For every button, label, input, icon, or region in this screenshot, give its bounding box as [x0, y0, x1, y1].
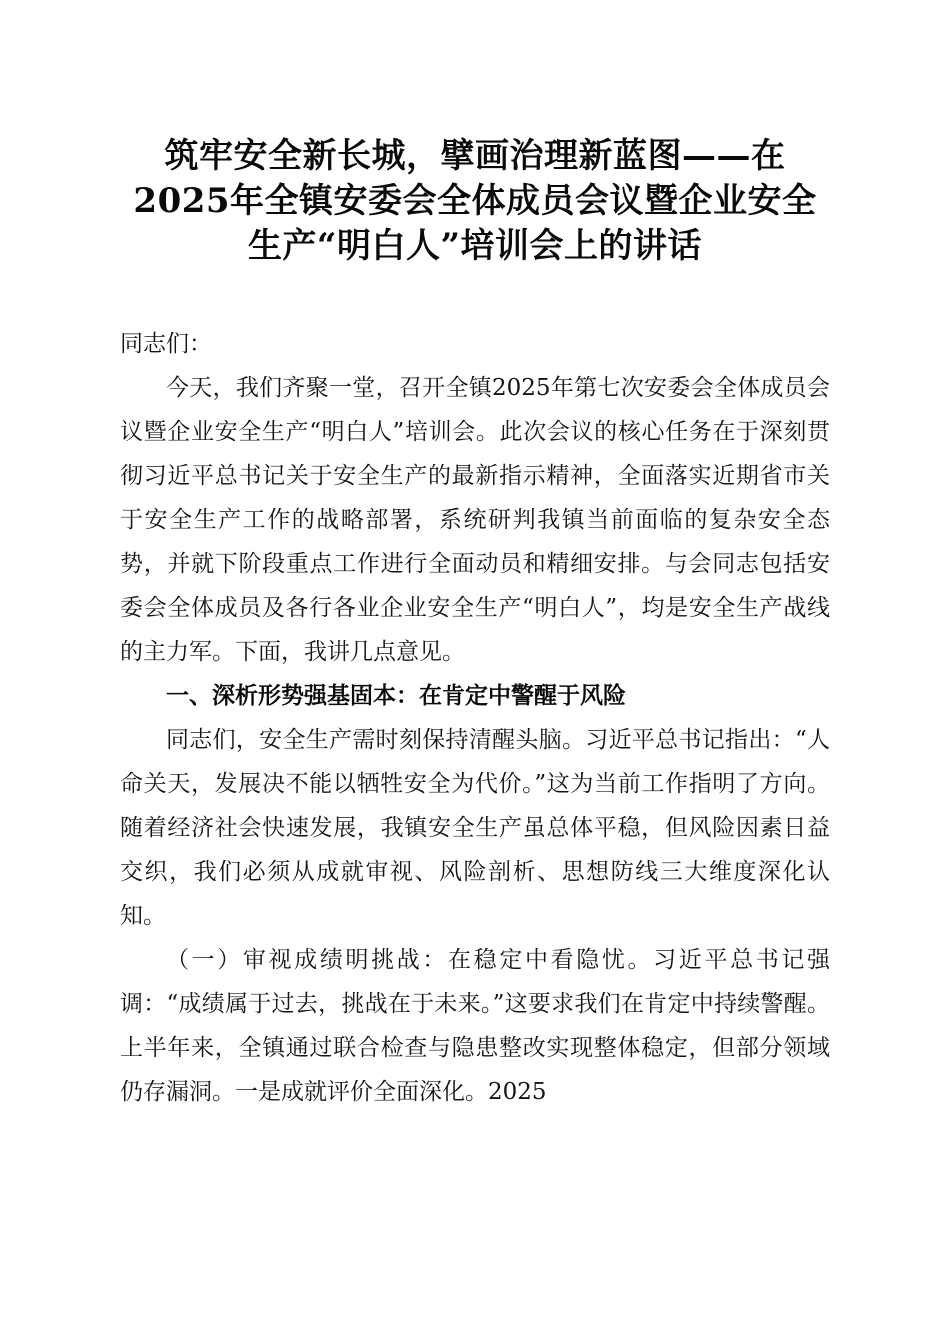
intro-paragraph: 今天，我们齐聚一堂，召开全镇2025年第七次安委会全体成员会议暨企业安全生产“明白人”培训会。此次会议的核心任务在于深刻贯彻习近平总书记关于安全生产的最新指示精神，全面落实近期省市关于安全生产工作的战略部署，系统研判我镇当前面临的复杂安全态势，并就下阶段重点工作进行全面动员和精细安排。与会同志包括安委会全体成员及各行各业企业安全生产“明白人”，均是安全生产战线的主力军。下面，我讲几点意见。 — [120, 375, 830, 665]
title-line: 生产“明白人”培训会上的讲话 — [247, 226, 703, 266]
section-paragraph: 同志们，安全生产需时刻保持清醒头脑。习近平总书记指出：“人命关天，发展决不能以牺牲安全为代价。”这为当前工作指明了方向。随着经济社会快速发展，我镇安全生产虽总体平稳，但风险因素日益交织，我们必须从成就审视、风险剖析、思想防线三大维度深化认知。 — [120, 727, 830, 929]
title-line: 筑牢安全新长城，擘画治理新蓝图——在 — [164, 136, 786, 176]
subsection-text: 习近平总书记强调：“成绩属于过去，挑战在于未来。”这要求我们在肯定中持续警醒。上半年来，全镇通过联合检查与隐患整改实现整体稳定，但部分领域仍存漏洞。一是成就评价全面深化。2025 — [120, 947, 831, 1105]
subsection-heading: （一）审视成绩明挑战：在稳定中看隐忧。 — [166, 947, 654, 973]
salutation: 同志们： — [120, 331, 212, 357]
section-heading: 一、深析形势强基固本：在肯定中警醒于风险 — [166, 683, 626, 709]
speech-body — [120, 322, 830, 1114]
subsection-paragraph — [120, 938, 830, 1114]
speech-title — [110, 134, 840, 269]
title-line: 2025年全镇安委会全体成员会议暨企业安全 — [133, 181, 817, 221]
